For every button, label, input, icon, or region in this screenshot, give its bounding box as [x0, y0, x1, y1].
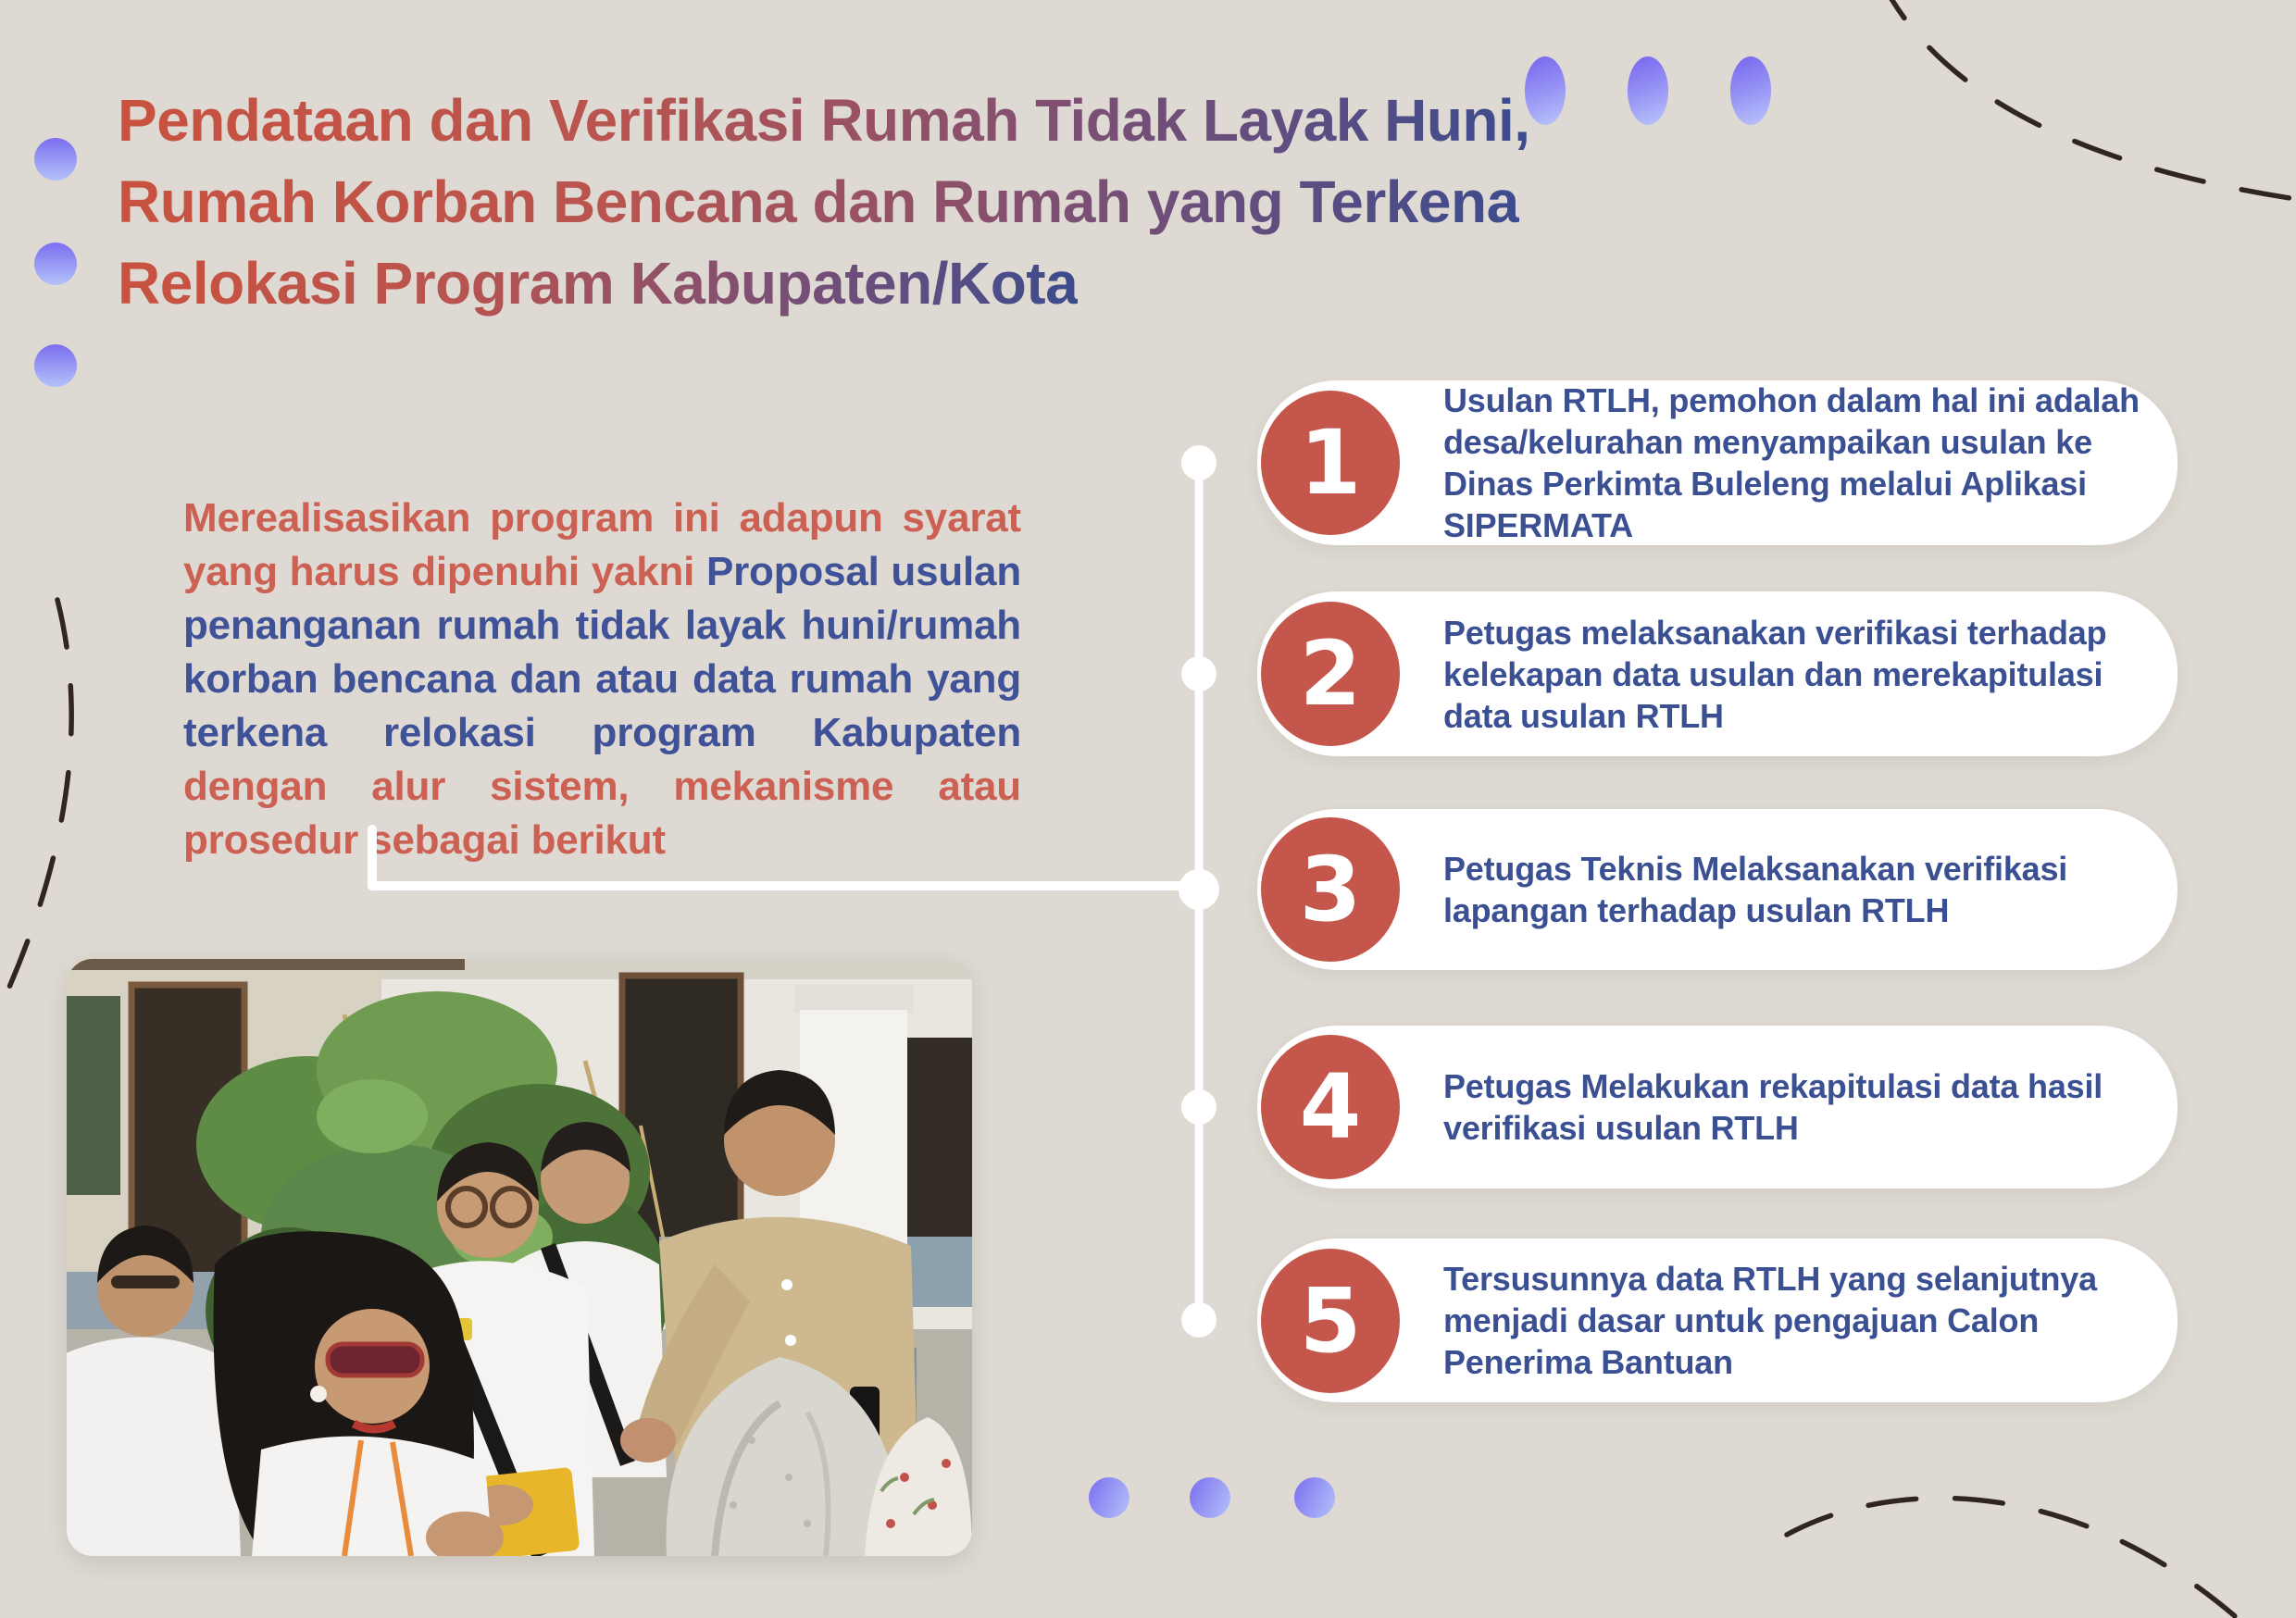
step-text: Tersusunnya data RTLH yang selanjutnya menjadi dasar untuk pengajuan Calon Penerima Bantuan: [1443, 1260, 2097, 1381]
step-card-1: [1257, 380, 2177, 545]
step-card-5: [1257, 1238, 2177, 1402]
step-card-2: [1257, 591, 2177, 756]
step-number-badge: 1: [1261, 391, 1400, 535]
title-line-2: Rumah Korban Bencana dan Rumah yang Terkena: [118, 161, 1519, 243]
intro-segment-red-2: dengan alur sistem, mekanisme atau prosedur sebagai berikut: [183, 764, 1021, 863]
intro-segment-blue: Proposal usulan penanganan rumah tidak layak huni/rumah korban bencana dan atau data rumah yang terkena relokasi program Kabupaten: [183, 549, 1021, 755]
page-title: [118, 80, 1803, 324]
title-line-1: Pendataan dan Verifikasi Rumah Tidak Layak Huni,: [118, 80, 1530, 161]
step-number-badge: 5: [1261, 1249, 1400, 1393]
step-card-3: [1257, 809, 2177, 970]
step-number-badge: 2: [1261, 602, 1400, 746]
step-text: Usulan RTLH, pemohon dalam hal ini adalah desa/kelurahan menyampaikan usulan ke Dinas Perkimta Buleleng melalui Aplikasi SIPERMATA: [1443, 381, 2140, 544]
deco-dot-left-3: [34, 344, 77, 387]
step-text: Petugas Melakukan rekapitulasi data hasil verifikasi usulan RTLH: [1443, 1067, 2103, 1147]
deco-dot-bottom-1: [1089, 1477, 1129, 1518]
deco-dot-bottom-3: [1294, 1477, 1335, 1518]
intro-segment-red-1: Merealisasikan program ini adapun syarat yang harus dipenuhi yakni: [183, 495, 1021, 594]
deco-dot-left-2: [34, 243, 77, 285]
deco-dot-left-1: [34, 138, 77, 180]
site-visit-photo: [67, 959, 972, 1556]
deco-dot-bottom-2: [1190, 1477, 1230, 1518]
title-line-3: Relokasi Program Kabupaten/Kota: [118, 243, 1078, 324]
intro-paragraph: [183, 492, 1021, 867]
step-text: Petugas Teknis Melaksanakan verifikasi lapangan terhadap usulan RTLH: [1443, 850, 2068, 929]
step-number-badge: 4: [1261, 1035, 1400, 1179]
step-number-badge: 3: [1261, 817, 1400, 962]
step-text: Petugas melaksanakan verifikasi terhadap kelekapan data usulan dan merekapitulasi data usulan RTLH: [1443, 613, 2107, 735]
dashed-arc-left: [0, 600, 71, 1051]
dashed-arc-bottom-right: [1787, 1498, 2250, 1618]
dashed-arc-top-right: [1879, 0, 2296, 199]
step-card-4: [1257, 1026, 2177, 1189]
